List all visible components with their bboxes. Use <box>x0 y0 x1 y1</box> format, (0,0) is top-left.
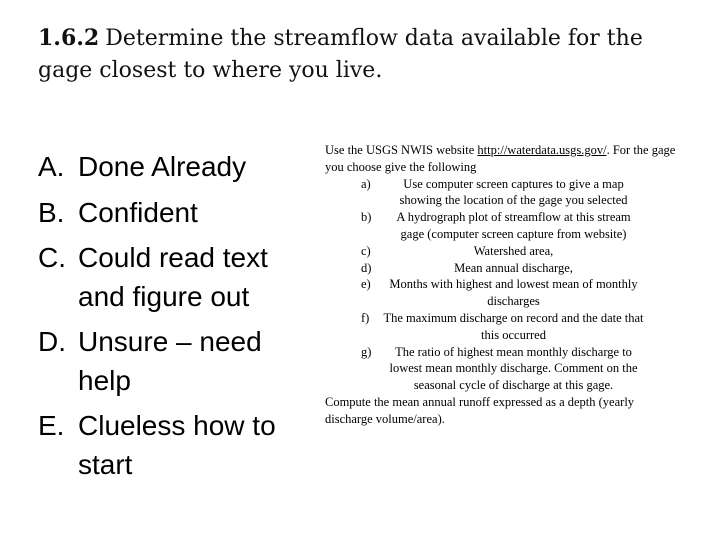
requirement-marker: c) <box>361 243 371 258</box>
requirement-marker: a) <box>361 176 371 191</box>
choice-b <box>38 194 300 233</box>
requirement-text: Mean annual discharge, <box>454 260 573 275</box>
choice-label: Clueless how to start <box>78 410 276 480</box>
requirement-item <box>325 243 680 260</box>
answer-choices-list <box>38 148 300 491</box>
instructions-intro <box>325 142 680 176</box>
intro-text-after-link: . For the gage you choose give the following <box>325 143 676 174</box>
choice-label: Confident <box>78 196 198 228</box>
requirement-marker: e) <box>361 277 371 292</box>
requirement-text: The ratio of highest mean monthly discharge to lowest mean monthly discharge. Comment on the seasonal cycle of discharge at this gage. <box>389 344 638 393</box>
exercise-title: Determine the streamflow data available for the gage closest to where you live. <box>38 26 643 83</box>
choice-label: Could read text and figure out <box>78 242 268 312</box>
requirements-list <box>325 176 680 394</box>
requirement-text: The maximum discharge on record and the date that this occurred <box>383 310 644 342</box>
requirement-item <box>325 276 680 310</box>
requirement-marker: d) <box>361 260 372 275</box>
requirement-text: Use computer screen captures to give a map showing the location of the gage you selected <box>399 176 628 208</box>
choice-letter: B. <box>38 196 65 228</box>
requirement-marker: g) <box>361 344 372 359</box>
choice-letter: A. <box>38 151 65 182</box>
requirement-item <box>325 344 680 394</box>
choice-d <box>38 323 300 400</box>
exercise-number: 1.6.2 <box>38 25 100 51</box>
requirement-item <box>325 260 680 277</box>
exercise-heading <box>38 22 698 87</box>
requirement-item <box>325 176 680 210</box>
requirement-item <box>325 209 680 243</box>
requirement-text: A hydrograph plot of streamflow at this stream gage (computer screen capture from website) <box>396 210 631 241</box>
instructions-panel <box>325 142 680 428</box>
requirement-text: Watershed area, <box>473 243 554 258</box>
choice-label: Unsure – need help <box>78 326 262 396</box>
usgs-nwis-link[interactable]: http://waterdata.usgs.gov/ <box>477 143 607 157</box>
choice-letter: C. <box>38 242 66 273</box>
requirement-marker: f) <box>361 310 370 325</box>
choice-a <box>38 148 300 187</box>
choice-label: Done Already <box>78 151 247 182</box>
choice-letter: D. <box>38 326 66 357</box>
intro-text-before-link: Use the USGS NWIS website <box>325 143 478 157</box>
requirement-marker: b) <box>361 210 372 225</box>
choice-e <box>38 407 300 484</box>
requirement-text: Months with highest and lowest mean of monthly discharges <box>389 277 638 309</box>
choice-letter: E. <box>38 410 65 441</box>
instructions-closing: Compute the mean annual runoff expressed as a depth (yearly discharge volume/area). <box>325 394 635 426</box>
requirement-item <box>325 310 680 344</box>
choice-c <box>38 239 300 316</box>
